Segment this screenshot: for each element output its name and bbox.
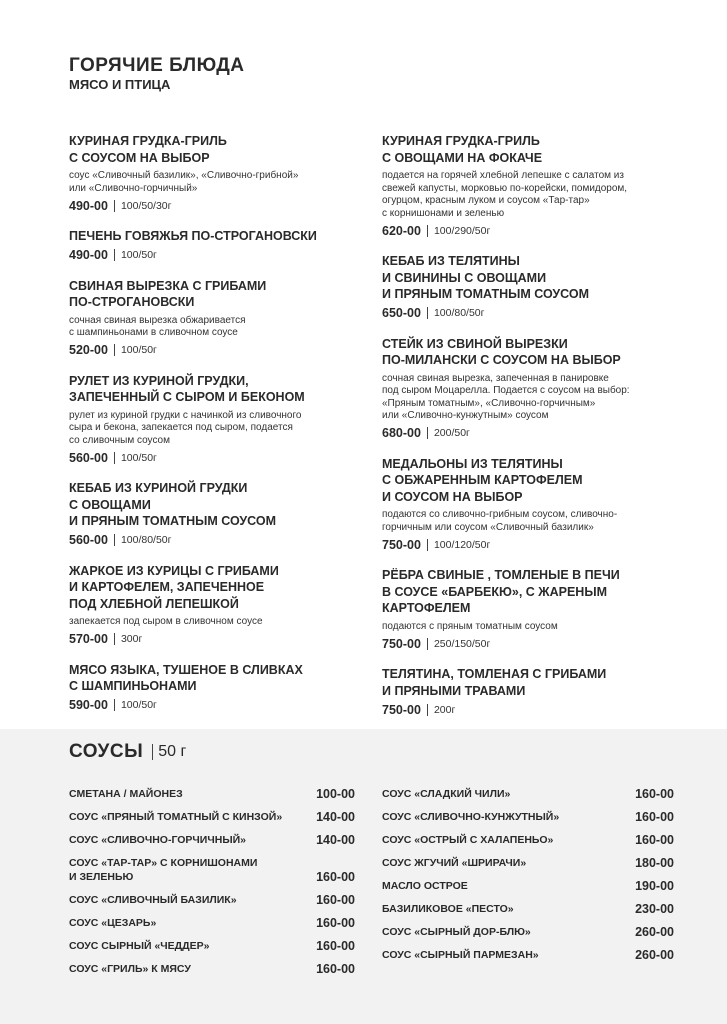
dish-meta (382, 426, 682, 441)
dish-meta (69, 343, 359, 358)
sauce-item (69, 939, 355, 953)
sauce-name: СОУС «ЦЕЗАРЬ» (69, 917, 157, 929)
dish-price: 590-00 (69, 698, 108, 712)
sauce-price: 160-00 (316, 916, 355, 930)
dish-meta (382, 636, 682, 651)
sauce-price: 260-00 (635, 948, 674, 962)
dish-item (69, 133, 359, 213)
price-divider (427, 539, 428, 551)
dish-item (69, 228, 359, 263)
sauce-item (382, 810, 674, 824)
sauces-divider (152, 744, 153, 760)
dish-weight: 200г (433, 703, 456, 716)
price-divider (114, 699, 115, 711)
dish-weight: 300г (120, 633, 143, 645)
sauce-price: 230-00 (635, 902, 674, 916)
dish-price: 750-00 (382, 702, 421, 717)
dishes-right-column (382, 133, 682, 732)
sauce-price: 180-00 (635, 856, 674, 870)
dish-price: 490-00 (69, 248, 108, 262)
dish-weight: 100/80/50г (433, 307, 485, 319)
dish-meta (382, 223, 682, 238)
sauce-price: 260-00 (635, 925, 674, 939)
dish-price: 490-00 (69, 198, 108, 213)
sauce-price: 160-00 (635, 810, 674, 824)
dish-item (69, 278, 359, 358)
sauces-heading (69, 741, 186, 763)
sauces-left-column (69, 787, 355, 985)
dish-name: ЖАРКОЕ ИЗ КУРИЦЫ С ГРИБАМИ И КАРТОФЕЛЕМ, ЗАПЕЧЕННОЕ ПОД ХЛЕБНОЙ ЛЕПЕШКОЙ (69, 563, 279, 611)
sauces-right-column (382, 787, 674, 971)
sauce-item (69, 893, 355, 907)
dish-item (382, 666, 682, 717)
menu-header (69, 56, 245, 93)
dish-item (382, 253, 682, 321)
dish-meta (382, 537, 682, 552)
dish-weight: 200/50г (433, 427, 470, 439)
price-divider (114, 200, 115, 212)
dish-weight: 100/290/50г (433, 224, 491, 237)
dish-description: подаются с пряным томатным соусом (382, 620, 558, 632)
price-divider (427, 307, 428, 319)
sauce-name: СОУС СЫРНЫЙ «ЧЕДДЕР» (69, 940, 210, 952)
dish-weight: 100/50г (120, 249, 157, 261)
sauce-item (382, 787, 674, 801)
sauce-name: СОУС «ПРЯНЫЙ ТОМАТНЫЙ С КИНЗОЙ» (69, 811, 283, 823)
dish-price: 560-00 (69, 533, 108, 547)
dish-item (69, 373, 359, 466)
sauce-name: СОУС «СЫРНЫЙ ДОР-БЛЮ» (382, 926, 531, 938)
price-divider (427, 225, 428, 237)
price-divider (427, 638, 428, 650)
sauce-item (382, 925, 674, 939)
page-title: ГОРЯЧИЕ БЛЮДА (69, 55, 245, 76)
dish-name: КУРИНАЯ ГРУДКА-ГРИЛЬ С СОУСОМ НА ВЫБОР (69, 134, 227, 165)
dish-description: рулет из куриной грудки с начинкой из сливочного сыра и бекона, запекается под сыром, подается со сливочным соусом (69, 409, 302, 446)
dish-description: сочная свиная вырезка обжаривается с шампиньонами в сливочном соусе (69, 314, 246, 338)
sauce-item (69, 962, 355, 976)
sauce-name: СОУС «ГРИЛЬ» К МЯСУ (69, 963, 191, 975)
sauce-price: 100-00 (316, 787, 355, 801)
page-subtitle: МЯСО И ПТИЦА (69, 77, 171, 92)
dish-price: 570-00 (69, 632, 108, 646)
sauce-name: СМЕТАНА / МАЙОНЕЗ (69, 788, 183, 800)
dish-meta (69, 450, 359, 465)
dish-name: КЕБАБ ИЗ КУРИНОЙ ГРУДКИ С ОВОЩАМИ И ПРЯНЫМ ТОМАТНЫМ СОУСОМ (69, 481, 277, 528)
sauce-item (382, 833, 674, 847)
dish-name: СТЕЙК ИЗ СВИНОЙ ВЫРЕЗКИ ПО-МИЛАНСКИ С СОУСОМ НА ВЫБОР (382, 336, 621, 367)
dish-description: подаются со сливочно-грибным соусом, сливочно- горчичным или соусом «Сливочный базилик» (382, 509, 618, 533)
sauce-price: 160-00 (316, 893, 355, 907)
dish-description: подается на горячей хлебной лепешке с салатом из свежей капусты, морковью по-корейски, помидором, огурцом, красным луком и соусом «Тар-тар» с корнишонами и зеленью (382, 170, 628, 219)
dish-price: 650-00 (382, 306, 421, 320)
sauce-item (382, 879, 674, 893)
dish-description: сочная свиная вырезка, запеченная в панировке под сыром Моцарелла. Подается с соусом на выбор: «Пряным томатным», «Сливочно-горчичным» или «Сливочно-кунжутным» соусом (382, 372, 630, 421)
sauce-item (69, 810, 355, 824)
sauce-price: 160-00 (316, 870, 355, 884)
dish-meta (69, 248, 359, 263)
sauce-price: 140-00 (316, 833, 355, 847)
sauces-weight: 50 г (158, 743, 187, 760)
sauce-item (69, 916, 355, 930)
sauce-item (382, 948, 674, 962)
sauce-name: СОУС «ОСТРЫЙ С ХАЛАПЕНЬО» (382, 834, 554, 846)
sauce-price: 160-00 (635, 787, 674, 801)
sauce-item (69, 833, 355, 847)
sauce-name: СОУС «ТАР-ТАР» С КОРНИШОНАМИ И ЗЕЛЕНЬЮ (69, 857, 258, 883)
dish-weight: 100/50г (120, 699, 157, 711)
sauces-title: СОУСЫ (69, 741, 144, 762)
dish-meta (382, 702, 682, 717)
dish-weight: 100/50г (120, 344, 157, 356)
dish-item (382, 567, 682, 651)
dish-weight: 100/50/30г (120, 199, 172, 212)
dish-meta (382, 306, 682, 321)
dish-description: соус «Сливочный базилик», «Сливочно-грибной» или «Сливочно-горчичный» (69, 170, 299, 194)
sauce-name: СОУС «СЫРНЫЙ ПАРМЕЗАН» (382, 949, 539, 961)
price-divider (114, 249, 115, 261)
price-divider (427, 704, 428, 716)
dish-name: МЕДАЛЬОНЫ ИЗ ТЕЛЯТИНЫ С ОБЖАРЕННЫМ КАРТОФЕЛЕМ И СОУСОМ НА ВЫБОР (382, 456, 583, 504)
dish-name: МЯСО ЯЗЫКА, ТУШЕНОЕ В СЛИВКАХ С ШАМПИНЬОНАМИ (69, 662, 303, 693)
sauces-section (0, 729, 727, 1024)
price-divider (114, 452, 115, 464)
dish-item (382, 456, 682, 553)
price-divider (114, 534, 115, 546)
dish-price: 680-00 (382, 426, 421, 440)
dish-meta (69, 198, 359, 213)
sauce-price: 160-00 (316, 962, 355, 976)
dish-name: КЕБАБ ИЗ ТЕЛЯТИНЫ И СВИНИНЫ С ОВОЩАМИ И ПРЯНЫМ ТОМАТНЫМ СОУСОМ (382, 254, 590, 301)
dish-description: запекается под сыром в сливочном соусе (69, 616, 263, 627)
dish-name: РУЛЕТ ИЗ КУРИНОЙ ГРУДКИ, ЗАПЕЧЕННЫЙ С СЫРОМ И БЕКОНОМ (69, 373, 305, 404)
dish-item (69, 480, 359, 548)
sauce-price: 190-00 (635, 879, 674, 893)
sauce-item (382, 856, 674, 870)
dish-name: СВИНАЯ ВЫРЕЗКА С ГРИБАМИ ПО-СТРОГАНОВСКИ (69, 278, 267, 309)
sauce-name: МАСЛО ОСТРОЕ (382, 880, 468, 892)
sauce-name: СОУС «СЛИВОЧНО-ГОРЧИЧНЫЙ» (69, 834, 246, 846)
dish-item (69, 563, 359, 647)
sauce-price: 160-00 (635, 833, 674, 847)
dish-meta (69, 632, 359, 647)
dish-weight: 100/80/50г (120, 534, 172, 546)
dish-weight: 250/150/50г (433, 637, 491, 650)
sauce-item (69, 856, 355, 884)
dish-name: РЁБРА СВИНЫЕ , ТОМЛЕНЫЕ В ПЕЧИ В СОУСЕ «БАРБЕКЮ», С ЖАРЕНЫМ КАРТОФЕЛЕМ (382, 568, 620, 615)
dish-meta (69, 533, 359, 548)
price-divider (114, 633, 115, 645)
sauce-item (69, 787, 355, 801)
dish-item (69, 662, 359, 713)
dish-price: 560-00 (69, 450, 108, 465)
price-divider (114, 344, 115, 356)
sauce-name: СОУС ЖГУЧИЙ «ШРИРАЧИ» (382, 857, 527, 869)
sauce-price: 160-00 (316, 939, 355, 953)
dish-weight: 100/50г (120, 451, 157, 464)
price-divider (427, 427, 428, 439)
dish-item (382, 133, 682, 238)
dish-price: 750-00 (382, 537, 421, 552)
dish-price: 620-00 (382, 223, 421, 238)
dish-meta (69, 698, 359, 713)
sauce-name: БАЗИЛИКОВОЕ «ПЕСТО» (382, 903, 514, 915)
dish-name: ТЕЛЯТИНА, ТОМЛЕНАЯ С ГРИБАМИ И ПРЯНЫМИ ТРАВАМИ (382, 667, 607, 698)
dish-name: КУРИНАЯ ГРУДКА-ГРИЛЬ С ОВОЩАМИ НА ФОКАЧЕ (382, 134, 543, 165)
sauce-item (382, 902, 674, 916)
sauce-name: СОУС «СЛИВОЧНЫЙ БАЗИЛИК» (69, 894, 237, 906)
dishes-left-column (69, 133, 359, 728)
dish-weight: 100/120/50г (433, 538, 491, 551)
dish-item (382, 336, 682, 441)
dish-price: 520-00 (69, 343, 108, 357)
sauce-name: СОУС «СЛИВОЧНО-КУНЖУТНЫЙ» (382, 811, 560, 823)
dish-name: ПЕЧЕНЬ ГОВЯЖЬЯ ПО-СТРОГАНОВСКИ (69, 229, 317, 243)
dish-price: 750-00 (382, 636, 421, 651)
sauce-price: 140-00 (316, 810, 355, 824)
sauce-name: СОУС «СЛАДКИЙ ЧИЛИ» (382, 788, 511, 800)
